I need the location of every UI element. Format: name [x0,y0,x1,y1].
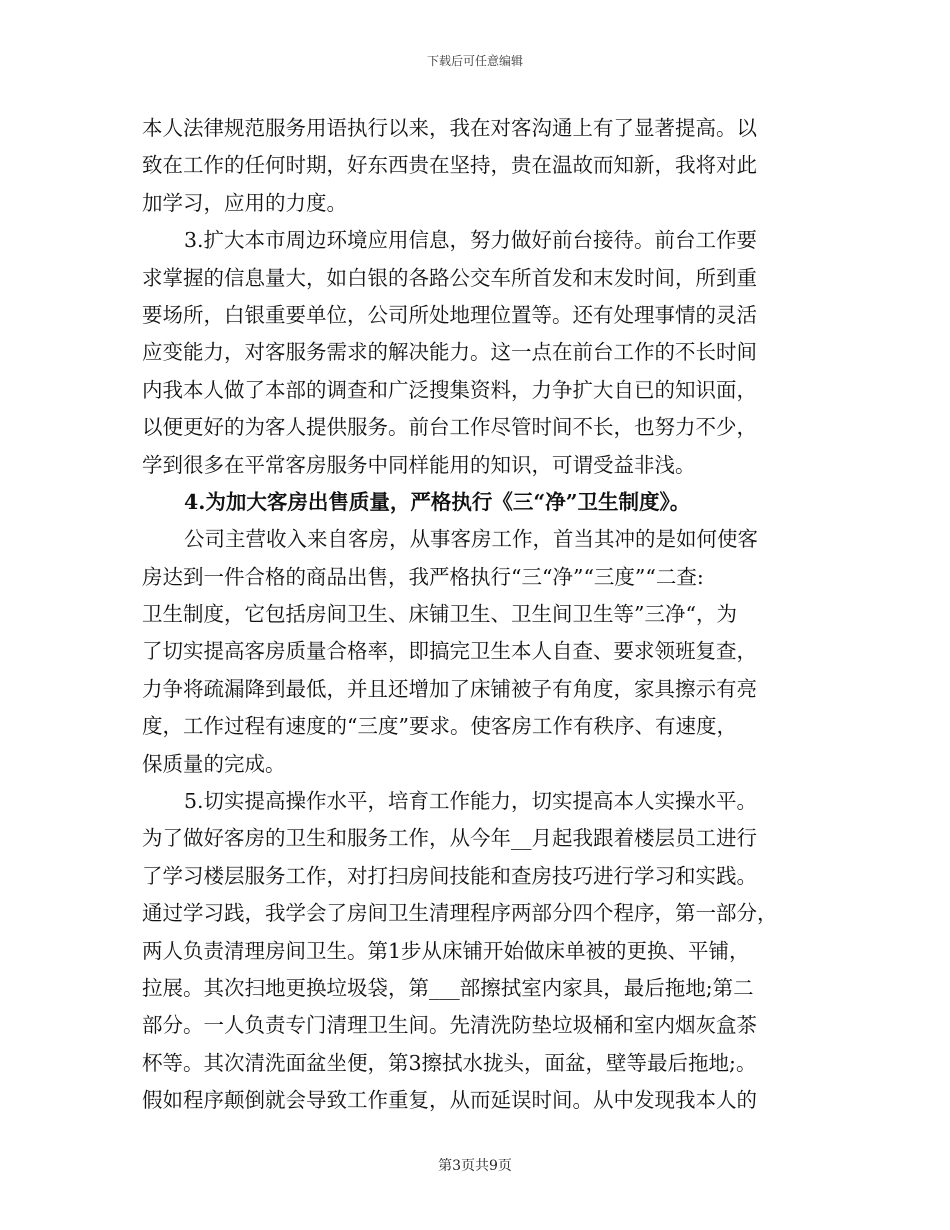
body-line: 学到很多在平常客房服务中同样能用的知识，可谓受益非浅。 [142,452,696,477]
body-line: 保质量的完成。 [142,751,286,776]
body-line: 部分。一人负责专门清理卫生间。先清洗防垫垃圾桶和室内烟灰盒茶 [142,1013,757,1038]
body-line: 内我本人做了本部的调查和广泛搜集资料，力争扩大自已的知识面， [142,377,757,402]
body-line: 两人负责清理房间卫生。第1步从床铺开始做床单被的更换、平铺， [142,938,750,963]
body-line: 应变能力，对客服务需求的解决能力。这一点在前台工作的不长时间 [142,340,757,365]
body-line: 为了做好客房的卫生和服务工作，从今年__月起我跟着楼层员工进行 [142,826,757,851]
body-line: 以便更好的为客人提供服务。前台工作尽管时间不长，也努力不少， [142,415,757,440]
page-number: 第3页共9页 [438,1158,512,1174]
document-body [142,110,810,1120]
body-line: 卫生制度，它包括房间卫生、床铺卫生、卫生间卫生等”三净“，为 [142,602,737,627]
body-line: 通过学习践，我学会了房间卫生清理程序两部分四个程序，第一部分， [142,901,778,926]
body-line: 假如程序颠倒就会导致工作重复，从而延误时间。从中发现我本人的 [142,1088,757,1113]
body-line: 了切实提高客房质量合格率，即搞完卫生本人自查、要求领班复查， [142,639,757,664]
body-line: 加学习，应用的力度。 [142,190,347,215]
body-line: 求掌握的信息量大，如白银的各路公交车所首发和末发时间，所到重 [142,265,757,290]
body-line: 了学习楼层服务工作，对打扫房间技能和查房技巧进行学习和实践。 [142,863,757,888]
section-heading: 4.为加大客房出售质量，严格执行《三“净”卫生制度》。 [184,489,691,514]
page-header: 下载后可任意编辑 [426,54,523,68]
body-line: 房达到一件合格的商品出售，我严格执行“三“净”“三度”“二查: [142,564,704,589]
body-line: 本人法律规范服务用语执行以来，我在对客沟通上有了显著提高。以 [142,116,757,140]
body-line: 致在工作的任何时期，好东西贵在坚持，贵在温故而知新，我将对此 [142,153,757,178]
body-line: 3.扩大本市周边环境应用信息，努力做好前台接待。前台工作要 [184,228,758,253]
body-line: 度，工作过程有速度的“三度”要求。使客房工作有秩序、有速度， [142,714,737,739]
body-line: 5.切实提高操作水平，培育工作能力，切实提高本人实操水平。 [184,789,758,814]
body-line: 要场所，白银重要单位，公司所处地理位置等。还有处理事情的灵活 [142,302,757,327]
body-line: 公司主营收入来自客房，从事客房工作，首当其冲的是如何使客 [184,527,758,552]
body-line: 力争将疏漏降到最低，并且还增加了床铺被子有角度，家具擦示有亮 [142,676,757,701]
body-line: 杯等。其次清洗面盆坐便，第3擦拭水拢头，面盆，壁等最后拖地;。 [142,1050,757,1075]
body-line: 拉展。其次扫地更换垃圾袋，第___部擦拭室内家具，最后拖地;第二 [142,975,754,1000]
